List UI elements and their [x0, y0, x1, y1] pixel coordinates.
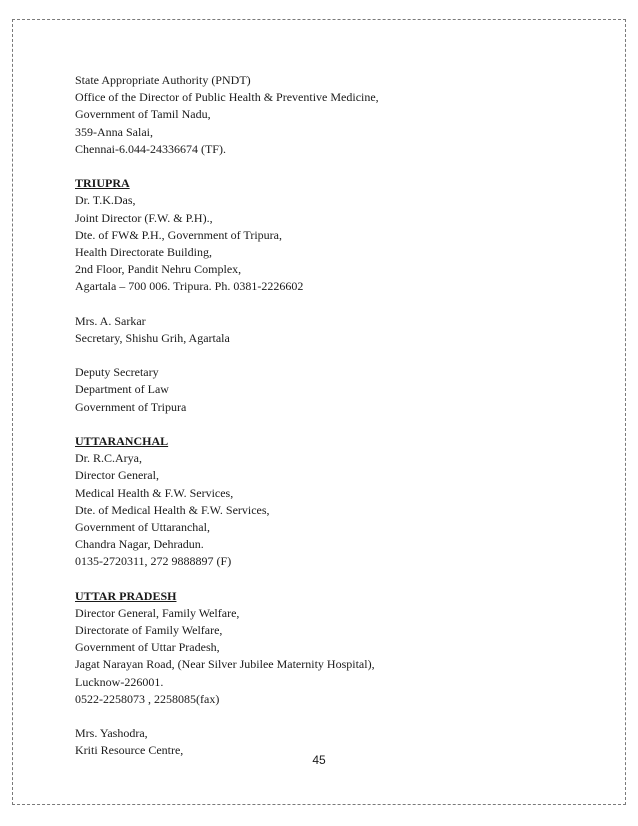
- address-line: Chandra Nagar, Dehradun.: [75, 537, 204, 552]
- page-number: 45: [312, 753, 326, 767]
- address-line: Government of Tamil Nadu,: [75, 107, 211, 122]
- address-line: Government of Tripura: [75, 399, 187, 414]
- address-line: Jagat Narayan Road, (Near Silver Jubilee Maternity Hospital),: [75, 657, 375, 672]
- address-line: 2nd Floor, Pandit Nehru Complex,: [75, 262, 242, 277]
- address-line: 0135-2720311, 272 9888897 (F): [75, 554, 232, 569]
- address-line: Mrs. A. Sarkar: [75, 313, 146, 328]
- tripura-sarkar-block: [75, 313, 595, 347]
- tripura-section: [75, 175, 595, 295]
- address-line: Director General, Family Welfare,: [75, 605, 240, 620]
- address-line: Dr. T.K.Das,: [75, 193, 136, 208]
- address-line: Chennai-6.044-24336674 (TF).: [75, 141, 226, 156]
- uttar-pradesh-section: [75, 588, 595, 708]
- address-line: 0522-2258073 , 2258085(fax): [75, 691, 220, 706]
- address-line: Health Directorate Building,: [75, 244, 212, 259]
- address-line: Directorate of Family Welfare,: [75, 623, 223, 637]
- address-line: Director General,: [75, 468, 159, 483]
- address-line: Dr. R.C.Arya,: [75, 451, 142, 466]
- address-line: Deputy Secretary: [75, 365, 159, 380]
- document-body: [75, 72, 595, 760]
- address-line: Medical Health & F.W. Services,: [75, 485, 234, 500]
- address-line: Mrs. Yashodra,: [75, 726, 148, 741]
- address-line: 359-Anna Salai,: [75, 124, 153, 139]
- tamil-nadu-address-block: [75, 72, 595, 158]
- tripura-law-block: [75, 364, 595, 416]
- address-line: Secretary, Shishu Grih, Agartala: [75, 330, 230, 345]
- address-line: Government of Uttaranchal,: [75, 519, 210, 534]
- address-line: Agartala – 700 006. Tripura. Ph. 0381-2226602: [75, 279, 304, 294]
- address-line: Office of the Director of Public Health & Preventive Medicine,: [75, 90, 379, 105]
- address-line: Department of Law: [75, 382, 169, 397]
- section-heading: UTTAR PRADESH: [75, 588, 177, 603]
- address-line: Dte. of FW& P.H., Government of Tripura,: [75, 227, 282, 242]
- address-line: State Appropriate Authority (PNDT): [75, 73, 251, 87]
- address-line: Kriti Resource Centre,: [75, 743, 184, 758]
- section-heading: UTTARANCHAL: [75, 433, 169, 448]
- address-line: Joint Director (F.W. & P.H).,: [75, 210, 213, 225]
- address-line: Government of Uttar Pradesh,: [75, 640, 220, 655]
- address-line: Lucknow-226001.: [75, 674, 164, 689]
- section-heading: TRIUPRA: [75, 176, 130, 191]
- uttaranchal-section: [75, 433, 595, 571]
- address-line: Dte. of Medical Health & F.W. Services,: [75, 502, 270, 517]
